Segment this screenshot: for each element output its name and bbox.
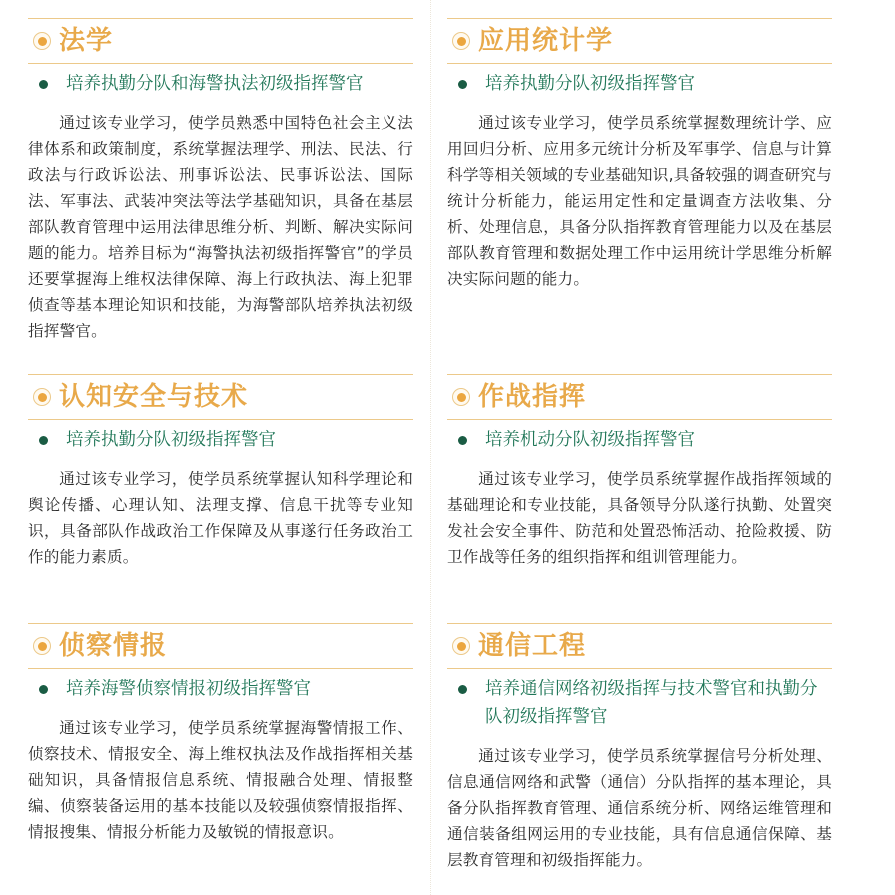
- major-section-communication-engineering: [447, 623, 832, 873]
- major-section-cognitive-security: [28, 374, 413, 570]
- training-goal-text: 培养执勤分队初级指挥警官: [485, 74, 695, 94]
- training-goal: [447, 70, 832, 98]
- major-section-applied-statistics: [447, 18, 832, 292]
- training-goal: [447, 675, 832, 731]
- bullet-icon: [39, 436, 48, 445]
- ring-dot-icon: [452, 388, 470, 406]
- bullet-icon: [458, 436, 467, 445]
- section-description: 通过该专业学习，使学员熟悉中国特色社会主义法律体系和政策制度，系统掌握法理学、刑法、民法、行政法与行政诉讼法、刑事诉讼法、民事诉讼法、国际法、军事法、武装冲突法等法学基础知识，具备在基层部队教育管理中运用法律思维分析、判断、解决实际问题的能力。培养目标为“海警执法初级指挥警官”的学员还要掌握海上维权法律保障、海上行政执法、海上犯罪侦查等基本理论知识和技能，为海警部队培养执法初级指挥警官。: [28, 114, 413, 340]
- training-goal-text: 培养海警侦察情报初级指挥警官: [66, 679, 311, 699]
- training-goal-text: 培养执勤分队初级指挥警官: [66, 430, 276, 450]
- section-header: [28, 18, 413, 64]
- major-section-combat-command: [447, 374, 832, 570]
- training-goal-text: 培养执勤分队和海警执法初级指挥警官: [66, 74, 364, 94]
- section-description: 通过该专业学习，使学员系统掌握认知科学理论和舆论传播、心理认知、法理支撑、信息干扰等专业知识，具备部队作战政治工作保障及从事遂行任务政治工作的能力素质。: [28, 470, 413, 566]
- section-header: [28, 623, 413, 669]
- bullet-icon: [458, 685, 467, 694]
- training-goal-text: 培养通信网络初级指挥与技术警官和执勤分队初级指挥警官: [485, 679, 818, 727]
- column-divider: [430, 0, 431, 895]
- ring-dot-icon: [33, 637, 51, 655]
- bullet-icon: [39, 685, 48, 694]
- training-goal: [28, 675, 413, 703]
- major-section-reconnaissance-intelligence: [28, 623, 413, 845]
- section-title: 应用统计学: [478, 26, 614, 56]
- section-title: 侦察情报: [59, 631, 168, 661]
- section-title: 法学: [59, 26, 114, 56]
- ring-dot-icon: [33, 32, 51, 50]
- section-description: 通过该专业学习，使学员系统掌握作战指挥领域的基础理论和专业技能，具备领导分队遂行执勤、处置突发社会安全事件、防范和处置恐怖活动、抢险救援、防卫作战等任务的组织指挥和组训管理能力。: [447, 470, 832, 566]
- training-goal: [447, 426, 832, 454]
- major-section-law: [28, 18, 413, 344]
- section-title: 通信工程: [478, 631, 587, 661]
- ring-dot-icon: [452, 637, 470, 655]
- ring-dot-icon: [452, 32, 470, 50]
- training-goal: [28, 70, 413, 98]
- section-title: 作战指挥: [478, 382, 587, 412]
- section-description: 通过该专业学习，使学员系统掌握海警情报工作、侦察技术、情报安全、海上维权执法及作战指挥相关基础知识，具备情报信息系统、情报融合处理、情报整编、侦察装备运用的基本技能以及较强侦察情报指挥、情报搜集、情报分析能力及敏锐的情报意识。: [28, 719, 413, 841]
- bullet-icon: [458, 80, 467, 89]
- section-description: 通过该专业学习，使学员系统掌握数理统计学、应用回归分析、应用多元统计分析及军事学、信息与计算科学等相关领域的专业基础知识,具备较强的调查研究与统计分析能力，能运用定性和定量调查方法收集、分析、处理信息，具备分队指挥教育管理能力以及在基层部队教育管理和数据处理工作中运用统计学思维分析解决实际问题的能力。: [447, 114, 832, 288]
- section-header: [447, 374, 832, 420]
- ring-dot-icon: [33, 388, 51, 406]
- training-goal: [28, 426, 413, 454]
- section-description: 通过该专业学习，使学员系统掌握信号分析处理、信息通信网络和武警（通信）分队指挥的基本理论，具备分队指挥教育管理、通信系统分析、网络运维管理和通信装备组网运用的专业技能，具有信息通信保障、基层教育管理和初级指挥能力。: [447, 747, 832, 869]
- section-header: [447, 623, 832, 669]
- training-goal-text: 培养机动分队初级指挥警官: [485, 430, 695, 450]
- section-header: [447, 18, 832, 64]
- section-header: [28, 374, 413, 420]
- section-title: 认知安全与技术: [59, 382, 249, 412]
- bullet-icon: [39, 80, 48, 89]
